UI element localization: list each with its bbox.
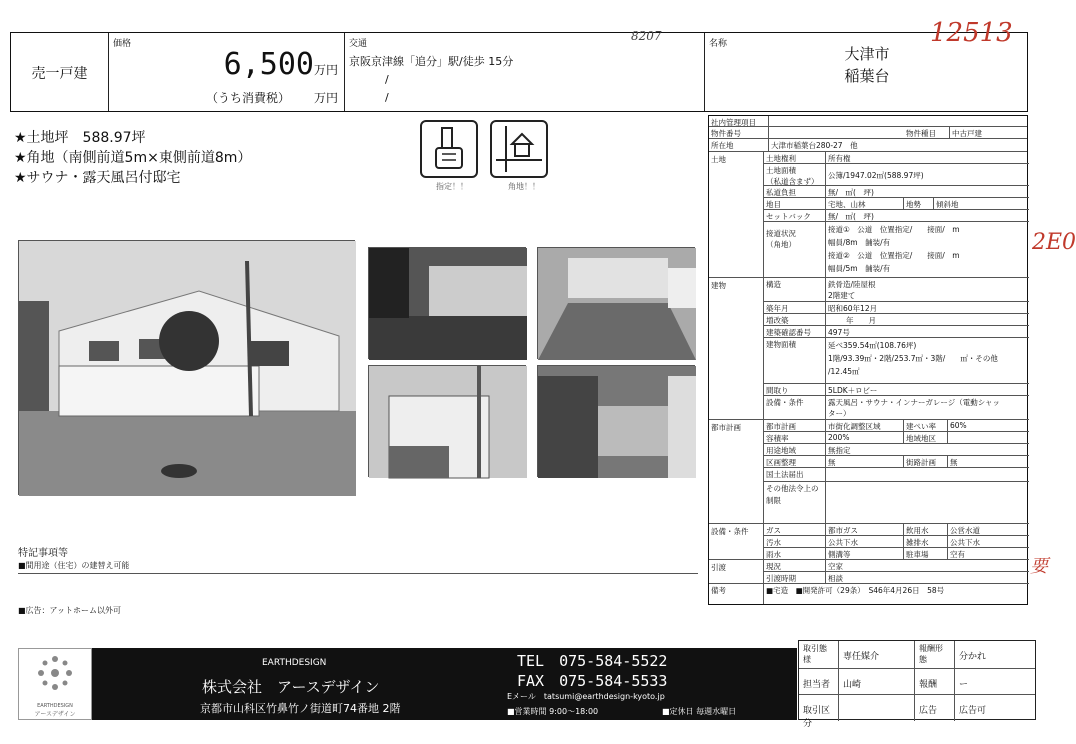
interior-photo-tatami: [537, 247, 695, 359]
feature-item: ★土地坪 588.97坪: [14, 130, 146, 146]
parking-value: 空有: [950, 550, 965, 559]
facilities-values: [826, 396, 1029, 419]
notes-title: 特記事項等: [18, 548, 68, 559]
rain-value: 側溝等: [826, 548, 904, 559]
floor-area-label: 建物面積: [764, 338, 826, 383]
setback-value: 無/ ㎡( 坪): [828, 212, 874, 221]
remarks-label: 備考: [709, 584, 764, 604]
transaction-row: [799, 695, 1035, 729]
spec-row: [709, 127, 1027, 139]
handover-time-value: 相談: [828, 574, 843, 583]
tax-label: （うち消費税）: [205, 91, 290, 105]
location-value: 大津市稲葉台280-27 他: [771, 141, 858, 150]
spec-row: [764, 326, 1029, 338]
handover-section-label: 引渡: [709, 560, 764, 584]
spec-row: [764, 482, 1029, 524]
structure-label: 構造: [764, 278, 826, 301]
structure-values: [826, 278, 1029, 301]
icon1-caption: 指定！！: [436, 182, 468, 191]
spec-row: [764, 468, 1029, 482]
city-plan-value: 市街化調整区域: [826, 420, 904, 431]
land-area-label: 土地面積: [766, 166, 796, 175]
gas-label: ガス: [764, 524, 826, 535]
facilities-label: 設備・条件: [764, 396, 826, 419]
parking-label: 駐車場: [904, 548, 948, 559]
city-plan-section-label: 都市計画: [709, 420, 764, 524]
price-value: [224, 47, 338, 82]
row3-label2: 広告: [915, 695, 955, 721]
use-value: 無指定: [828, 446, 851, 455]
row1-value2: 分かれ: [959, 652, 987, 662]
structure: 鉄骨造/陸屋根: [828, 280, 876, 289]
spec-row: [764, 384, 1029, 396]
terrain-value: 傾斜地: [936, 200, 959, 209]
layout-label: 間取り: [764, 384, 826, 395]
fax-number: FAX 075-584-5533: [517, 672, 668, 690]
tax-unit: 万円: [313, 91, 338, 105]
company-name: 株式会社 アースデザイン: [202, 678, 380, 696]
price-cell: [109, 33, 345, 111]
side-handwritten-2: 要: [1030, 556, 1048, 577]
company-logo: [18, 648, 92, 720]
far-value: 200%: [826, 432, 904, 443]
feature-item: ★角地（南側前道5m×東側前道8m）: [14, 150, 252, 166]
status-label: 現況: [764, 560, 826, 571]
email-link[interactable]: Eメール tatsumi@earthdesign-kyoto.jp: [507, 692, 665, 701]
status-value: 空家: [828, 562, 843, 571]
notes-item: ■間用途（住宅）の建替え可能: [18, 560, 698, 574]
spec-row: [764, 524, 1029, 536]
coverage-label: 建ぺい率: [904, 420, 948, 431]
icon2-caption: 角地！！: [508, 182, 540, 191]
national-label: 国土法届出: [764, 468, 826, 481]
row1-label: 取引態様: [799, 641, 839, 668]
tax-line: [206, 89, 338, 106]
spec-row: [764, 314, 1029, 326]
spec-row: [764, 536, 1029, 548]
spec-row: [764, 198, 1029, 210]
spec-row: [764, 278, 1029, 302]
price-number: 6,500: [223, 47, 314, 82]
holiday: ■定休日 毎週水曜日: [662, 707, 737, 716]
tel-number[interactable]: TEL 075-584-5522: [517, 652, 668, 670]
row3-label: 取引区分: [799, 695, 839, 721]
coverage-value: 60%: [950, 421, 967, 430]
misc-water-label: 雑排水: [904, 536, 948, 547]
property-type-value: 中古戸建: [952, 129, 982, 138]
company-en: EARTHDESIGN: [262, 658, 327, 668]
road2b: 幅員/5m 舗装/有: [828, 264, 891, 273]
water-value: 公営水道: [950, 526, 980, 535]
row1-value: 専任媒介: [839, 641, 915, 668]
facilities2: ター）: [828, 409, 851, 418]
spec-row: [764, 222, 1029, 278]
water-label: 飲用水: [904, 524, 948, 535]
land-category-value: 宅地、山林: [826, 198, 904, 209]
access-slash-2: /: [385, 91, 389, 104]
access-handwritten-note: 8207: [631, 29, 662, 43]
spec-table: [708, 115, 1028, 605]
cert-value: 497号: [828, 328, 850, 337]
spec-row: [764, 432, 1029, 444]
price-label: 価格: [113, 39, 132, 49]
terrain-label: 地勢: [904, 198, 934, 209]
readjust-label: 区画整理: [764, 456, 826, 467]
sewage-label: 汚水: [764, 536, 826, 547]
header-table: [10, 29, 1028, 112]
road2: 接道② 公道 位置指定/ 接面/ m: [828, 251, 960, 260]
spec-row: [709, 116, 1027, 127]
property-type-label: 物件種目: [904, 127, 950, 138]
private-road-value: 無/ ㎡( 坪): [828, 188, 874, 197]
access-text: 京阪京津線「追分」駅/徒歩 15分: [349, 55, 514, 68]
utilities-section-label: 設備・条件: [709, 524, 764, 560]
property-type: 売一戸建: [31, 66, 88, 82]
property-no-label: 物件番号: [709, 127, 769, 138]
exterior-photo: [18, 240, 355, 495]
flower-logo-icon: [19, 649, 91, 699]
row3-value2: 広告可: [959, 706, 987, 716]
spec-row: [764, 572, 1029, 584]
road-values: [826, 222, 1029, 277]
name-label: 名称: [709, 39, 728, 49]
spec-row: [764, 164, 1029, 186]
access-slash-1: /: [385, 73, 389, 86]
type-cell: [11, 33, 109, 111]
land-category-label: 地目: [764, 198, 826, 209]
spec-row: [764, 420, 1029, 432]
road-label: 接道状況: [766, 229, 796, 238]
company-address: 京都市山科区竹鼻竹ノ街道町74番地 2階: [200, 702, 401, 715]
ref-number-handwritten: 12513: [930, 18, 1013, 48]
spec-row: [709, 584, 1027, 604]
extension-label: 増改築: [764, 314, 826, 325]
access-cell: [345, 29, 705, 111]
district-label: 地域地区: [904, 432, 948, 443]
access-label: 交通: [349, 39, 368, 49]
built-label: 築年月: [764, 302, 826, 313]
logo-sub: アースデザイン: [34, 711, 76, 718]
road1b: 幅員/8m 舗装/有: [828, 238, 891, 247]
built-value: 昭和60年12月: [828, 304, 878, 313]
price-unit: 万円: [313, 63, 338, 77]
private-road-label: 私道負担: [764, 186, 826, 197]
other-law-cell: [764, 482, 826, 523]
land-area-label-cell: [764, 164, 826, 185]
other-law-label: その他法令上の: [766, 484, 819, 493]
other-law-label2: 制限: [766, 496, 781, 505]
transaction-row: [799, 641, 1035, 669]
readjust-value: 無: [826, 456, 904, 467]
street-plan-value: 無: [950, 458, 958, 467]
spec-row: [764, 444, 1029, 456]
floor-area2: 1階/93.39㎡・2階/253.7㎡・3階/ ㎡・その他: [828, 354, 998, 363]
spec-row: [764, 210, 1029, 222]
facilities: 露天風呂・サウナ・インナーガレージ（電動シャッ: [828, 398, 1001, 407]
spec-row: [764, 560, 1029, 572]
floor-area-values: [826, 338, 1029, 383]
feature-list: [14, 128, 251, 188]
floor-area3: /12.45㎡: [828, 367, 860, 376]
layout-value: 5LDK＋ロビー: [828, 386, 878, 395]
city-plan-label: 都市計画: [764, 420, 826, 431]
interior-photo-hall: [368, 247, 526, 359]
structure2: 2階建て: [828, 291, 856, 300]
spec-row: [764, 152, 1029, 164]
spec-row: [764, 302, 1029, 314]
building-section-label: 建物: [709, 278, 764, 420]
business-hours: ■営業時間 9:00～18:00: [507, 707, 599, 716]
floor-area: 延べ359.54㎡(108.76坪): [828, 341, 917, 350]
cert-label: 建築確認番号: [764, 326, 826, 337]
use-label: 用途地域: [764, 444, 826, 455]
land-right-label: 土地権利: [764, 152, 826, 163]
transaction-row: [799, 669, 1035, 695]
spec-row: [764, 396, 1029, 420]
name-line-2: 稲葉台: [844, 67, 890, 85]
feature-item: ★サウナ・露天風呂付邸宅: [14, 170, 181, 186]
road1: 接道① 公道 位置指定/ 接面/ m: [828, 225, 960, 234]
setback-label: セットバック: [764, 210, 826, 221]
spec-row: [764, 338, 1029, 384]
row2-label: 担当者: [799, 669, 839, 694]
location-label: 所在地: [709, 139, 769, 151]
pointing-hand-icon: [420, 120, 478, 178]
sewage-value: 公共下水: [826, 536, 904, 547]
far-label: 容積率: [764, 432, 826, 443]
sauna-photo: [368, 365, 526, 477]
spec-row: [764, 186, 1029, 198]
mgmt-label: 社内管理項目: [709, 116, 769, 126]
outdoor-bath-photo: [537, 365, 695, 477]
corner-lot-icon: [490, 120, 548, 178]
extension-value: 年 月: [846, 316, 876, 325]
road-sub: （角地）: [766, 240, 796, 249]
logo-text: EARTHDESIGN: [37, 703, 73, 709]
row2-label2: 報酬: [915, 669, 955, 694]
spec-row: [709, 139, 1027, 152]
spec-row: [764, 456, 1029, 468]
footer-banner: [92, 648, 797, 720]
row2-value2: ー: [959, 680, 969, 690]
spec-row: [764, 548, 1029, 560]
row2-value: 山崎: [839, 669, 915, 694]
gas-value: 都市ガス: [826, 524, 904, 535]
row1-label2: 報酬形態: [915, 641, 955, 668]
land-area-sub: （私道含まず）: [766, 177, 819, 186]
side-handwritten-1: 2E0: [1032, 230, 1076, 255]
rain-label: 雨水: [764, 548, 826, 559]
handover-time-label: 引渡時期: [764, 572, 826, 583]
remarks-value: ■宅造 ■開発許可（29条） S46年4月26日 58号: [766, 586, 945, 595]
road-label-cell: [764, 222, 826, 277]
land-section-label: 土地: [709, 152, 764, 278]
land-area-value: 公簿/1947.02㎡(588.97坪): [828, 171, 924, 180]
transaction-table: [798, 640, 1036, 729]
name-line-1: 大津市: [844, 45, 890, 63]
land-right-value: 所有権: [828, 154, 851, 163]
ad-note: ■広告：アットホーム以外可: [18, 606, 121, 615]
misc-water-value: 公共下水: [950, 538, 980, 547]
street-plan-label: 街路計画: [904, 456, 948, 467]
